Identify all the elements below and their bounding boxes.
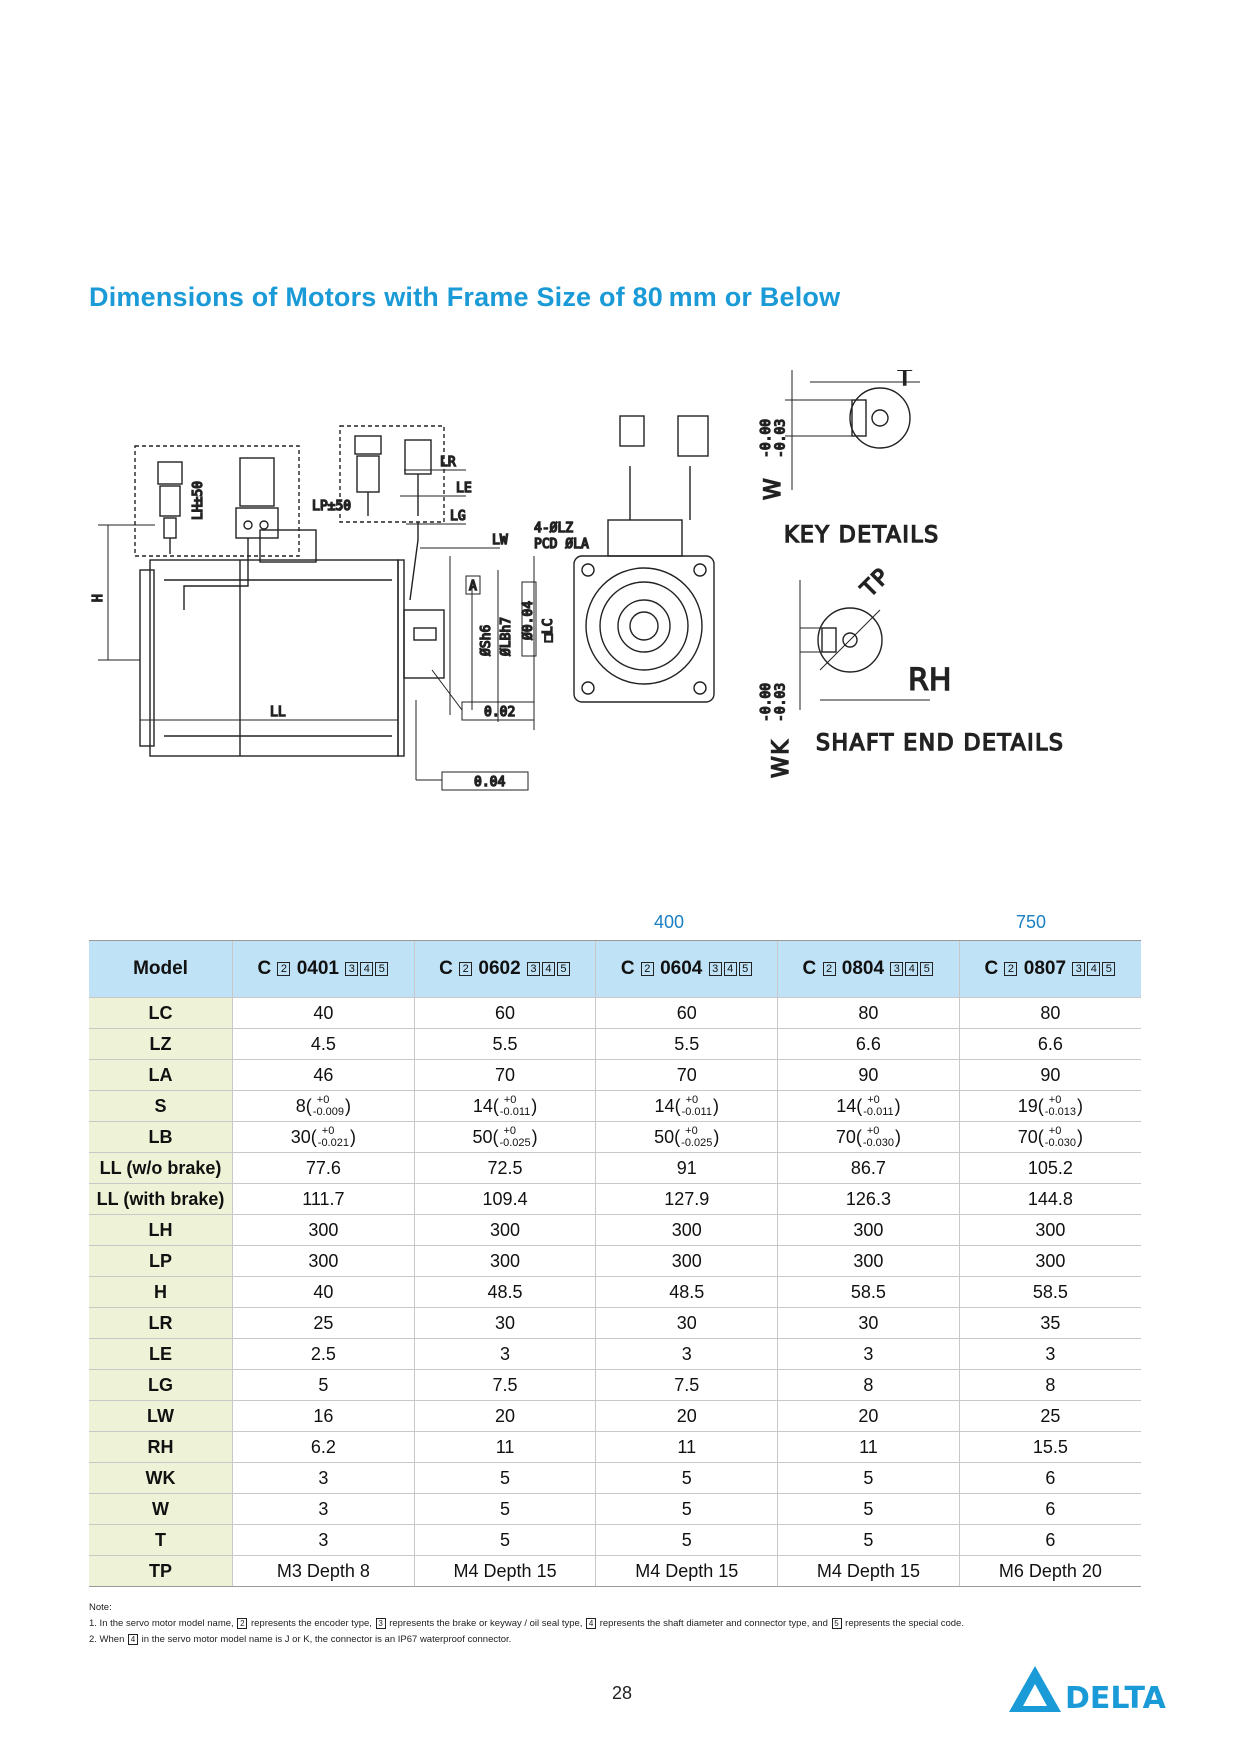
table-cell: 8( +0 -0.009 ): [233, 1091, 415, 1122]
table-cell: 14( +0 -0.011 ): [778, 1091, 960, 1122]
table-cell: 11: [778, 1432, 960, 1463]
table-cell: 8: [959, 1370, 1141, 1401]
row-label: LP: [89, 1246, 233, 1277]
table-cell: M4 Depth 15: [414, 1556, 596, 1587]
table-row: [89, 1432, 1141, 1463]
table-cell: 300: [959, 1215, 1141, 1246]
model-column-header: C 2 0807 3 4 5: [959, 941, 1141, 998]
table-cell: 300: [778, 1246, 960, 1277]
table-cell: M4 Depth 15: [596, 1556, 778, 1587]
shaft-end-details-label: SHAFT END DETAILS: [816, 731, 1065, 756]
table-row: [89, 1184, 1141, 1215]
table-cell: 300: [596, 1215, 778, 1246]
lp-label: LP±50: [312, 499, 352, 514]
table-cell: 5: [233, 1370, 415, 1401]
table-row: [89, 1122, 1141, 1153]
group-header-400: 400: [654, 912, 685, 932]
model-column-header: C 2 0401 3 4 5: [233, 941, 415, 998]
table-cell: 20: [596, 1401, 778, 1432]
table-cell: 70( +0 -0.030 ): [959, 1122, 1141, 1153]
table-cell: 4.5: [233, 1029, 415, 1060]
table-row: [89, 1556, 1141, 1587]
table-header-row: [89, 941, 1141, 998]
rh-label: RH: [908, 663, 952, 698]
table-cell: 90: [959, 1060, 1141, 1091]
delta-logo: [1005, 1660, 1167, 1716]
table-cell: 14( +0 -0.011 ): [414, 1091, 596, 1122]
table-cell: 58.5: [959, 1277, 1141, 1308]
table-cell: 35: [959, 1308, 1141, 1339]
table-cell: 300: [959, 1246, 1141, 1277]
table-cell: 5: [596, 1463, 778, 1494]
wk-label: WK: [769, 738, 794, 778]
table-cell: 48.5: [596, 1277, 778, 1308]
table-cell: 58.5: [778, 1277, 960, 1308]
row-label: W: [89, 1494, 233, 1525]
table-cell: 300: [414, 1215, 596, 1246]
table-cell: 40: [233, 1277, 415, 1308]
table-cell: 5: [778, 1525, 960, 1556]
table-row: [89, 1215, 1141, 1246]
group-header-750: 750: [1016, 912, 1047, 932]
lg-label: LG: [450, 509, 466, 524]
table-cell: 16: [233, 1401, 415, 1432]
lh-label: LH±50: [191, 480, 206, 520]
page-number: 28: [612, 1683, 633, 1703]
table-row: [89, 1339, 1141, 1370]
row-label: RH: [89, 1432, 233, 1463]
table-cell: 3: [959, 1339, 1141, 1370]
page-title: Dimensions of Motors with Frame Size of 80 mm or Below: [89, 282, 841, 312]
row-label: TP: [89, 1556, 233, 1587]
motor-dimension-drawing: [80, 370, 1160, 890]
row-label: H: [89, 1277, 233, 1308]
table-cell: 77.6: [233, 1153, 415, 1184]
row-label: LE: [89, 1339, 233, 1370]
svg-text:DELTA: DELTA: [1065, 1681, 1166, 1716]
table-cell: 11: [596, 1432, 778, 1463]
table-cell: 5: [596, 1525, 778, 1556]
table-row: [89, 1463, 1141, 1494]
row-label: LG: [89, 1370, 233, 1401]
row-label: S: [89, 1091, 233, 1122]
row-label: LC: [89, 998, 233, 1029]
table-cell: 5.5: [596, 1029, 778, 1060]
t-label: T: [898, 370, 913, 392]
table-cell: 80: [778, 998, 960, 1029]
table-cell: 20: [414, 1401, 596, 1432]
table-cell: 6.6: [959, 1029, 1141, 1060]
ll-label: LL: [270, 705, 286, 720]
table-cell: 40: [233, 998, 415, 1029]
table-row: [89, 1494, 1141, 1525]
table-body: [89, 998, 1141, 1587]
table-cell: 144.8: [959, 1184, 1141, 1215]
note-1: 1. In the servo motor model name, 2 represents the encoder type, 3 represents the brake or keyway / oil seal type, 4 represents the shaft diameter and connector type, and 5 represents the special code.: [89, 1618, 964, 1629]
table-cell: 300: [233, 1215, 415, 1246]
table-cell: 300: [596, 1246, 778, 1277]
h-label: H: [91, 594, 106, 602]
table-cell: 70: [414, 1060, 596, 1091]
table-cell: 30( +0 -0.021 ): [233, 1122, 415, 1153]
row-label: WK: [89, 1463, 233, 1494]
row-label: T: [89, 1525, 233, 1556]
row-label: LL (with brake): [89, 1184, 233, 1215]
model-column-header: C 2 0602 3 4 5: [414, 941, 596, 998]
table-cell: 5: [414, 1525, 596, 1556]
table-cell: 86.7: [778, 1153, 960, 1184]
table-cell: 3: [596, 1339, 778, 1370]
le-label: LE: [456, 481, 472, 496]
key-details-label: KEY DETAILS: [784, 523, 940, 548]
table-cell: M3 Depth 8: [233, 1556, 415, 1587]
lbh7-label: ØLBh7: [499, 616, 514, 656]
sh6-label: ØSh6: [479, 624, 494, 656]
table-cell: 60: [414, 998, 596, 1029]
table-row: [89, 1370, 1141, 1401]
table-cell: 6.6: [778, 1029, 960, 1060]
table-cell: 14( +0 -0.011 ): [596, 1091, 778, 1122]
lw-label: LW: [492, 533, 508, 548]
dimensions-table: [89, 940, 1141, 1587]
table-cell: 25: [233, 1308, 415, 1339]
table-row: [89, 1029, 1141, 1060]
table-cell: 2.5: [233, 1339, 415, 1370]
row-label: LL (w/o brake): [89, 1153, 233, 1184]
row-label: LW: [89, 1401, 233, 1432]
table-cell: 30: [596, 1308, 778, 1339]
motor-front-view: [574, 416, 714, 702]
table-cell: 6.2: [233, 1432, 415, 1463]
table-cell: 50( +0 -0.025 ): [596, 1122, 778, 1153]
notes: [89, 1600, 964, 1648]
table-cell: 6: [959, 1494, 1141, 1525]
table-cell: 70( +0 -0.030 ): [778, 1122, 960, 1153]
table-cell: 11: [414, 1432, 596, 1463]
model-header: Model: [89, 941, 233, 998]
table-cell: 300: [778, 1215, 960, 1246]
table-cell: M6 Depth 20: [959, 1556, 1141, 1587]
table-cell: 5: [778, 1494, 960, 1525]
table-row: [89, 1060, 1141, 1091]
table-cell: 300: [414, 1246, 596, 1277]
w-label: W: [761, 476, 786, 500]
table-cell: 6: [959, 1525, 1141, 1556]
motor-side-view: [140, 530, 444, 756]
delta-logo-icon: [1005, 1660, 1167, 1716]
table-cell: M4 Depth 15: [778, 1556, 960, 1587]
table-row: [89, 1246, 1141, 1277]
table-cell: 50( +0 -0.025 ): [414, 1122, 596, 1153]
datum-a-label: A: [469, 579, 477, 594]
tol1-label: 0.02: [484, 705, 516, 720]
w-tolerance: -0.00-0.03: [759, 418, 789, 458]
table-cell: 5: [596, 1494, 778, 1525]
table-cell: 19( +0 -0.013 ): [959, 1091, 1141, 1122]
table-cell: 91: [596, 1153, 778, 1184]
model-column-header: C 2 0804 3 4 5: [778, 941, 960, 998]
row-label: LA: [89, 1060, 233, 1091]
tol2-label: 0.04: [474, 775, 506, 790]
table-cell: 5: [414, 1494, 596, 1525]
table-cell: 15.5: [959, 1432, 1141, 1463]
lr-label: LR: [440, 455, 456, 470]
table-cell: 80: [959, 998, 1141, 1029]
table-cell: 109.4: [414, 1184, 596, 1215]
table-cell: 7.5: [596, 1370, 778, 1401]
row-label: LZ: [89, 1029, 233, 1060]
table-cell: 6: [959, 1463, 1141, 1494]
table-row: [89, 1091, 1141, 1122]
table-cell: 3: [233, 1494, 415, 1525]
table-cell: 3: [778, 1339, 960, 1370]
row-label: LB: [89, 1122, 233, 1153]
table-row: [89, 1153, 1141, 1184]
table-cell: 60: [596, 998, 778, 1029]
table-cell: 5: [414, 1463, 596, 1494]
pcd-label: PCD ØLA: [534, 537, 589, 552]
wk-tolerance: -0.00-0.03: [759, 682, 789, 722]
model-column-header: C 2 0604 3 4 5: [596, 941, 778, 998]
table-row: [89, 1277, 1141, 1308]
table-cell: 7.5: [414, 1370, 596, 1401]
table-cell: 300: [233, 1246, 415, 1277]
table-cell: 30: [414, 1308, 596, 1339]
lc-label: □LC: [541, 618, 556, 642]
table-row: [89, 998, 1141, 1029]
table-row: [89, 1308, 1141, 1339]
table-row: [89, 1525, 1141, 1556]
tp-label: TP: [856, 563, 896, 603]
table-cell: 3: [233, 1525, 415, 1556]
notes-heading: Note:: [89, 1602, 112, 1613]
table-cell: 105.2: [959, 1153, 1141, 1184]
connector-icon-2: [355, 436, 431, 516]
table-cell: 3: [233, 1463, 415, 1494]
table-cell: 3: [414, 1339, 596, 1370]
table-cell: 126.3: [778, 1184, 960, 1215]
table-row: [89, 1401, 1141, 1432]
table-cell: 48.5: [414, 1277, 596, 1308]
table-cell: 127.9: [596, 1184, 778, 1215]
table-cell: 70: [596, 1060, 778, 1091]
table-cell: 5: [778, 1463, 960, 1494]
table-cell: 111.7: [233, 1184, 415, 1215]
table-cell: 90: [778, 1060, 960, 1091]
table-cell: 72.5: [414, 1153, 596, 1184]
row-label: LR: [89, 1308, 233, 1339]
table-cell: 30: [778, 1308, 960, 1339]
note-2: 2. When 4 in the servo motor model name is J or K, the connector is an IP67 waterproof connector.: [89, 1634, 512, 1645]
lz-label: 4-ØLZ: [534, 521, 574, 536]
table-cell: 20: [778, 1401, 960, 1432]
table-cell: 8: [778, 1370, 960, 1401]
table-cell: 46: [233, 1060, 415, 1091]
row-label: LH: [89, 1215, 233, 1246]
table-cell: 5.5: [414, 1029, 596, 1060]
table-cell: 25: [959, 1401, 1141, 1432]
runout-label: Ø0.04: [521, 600, 536, 640]
